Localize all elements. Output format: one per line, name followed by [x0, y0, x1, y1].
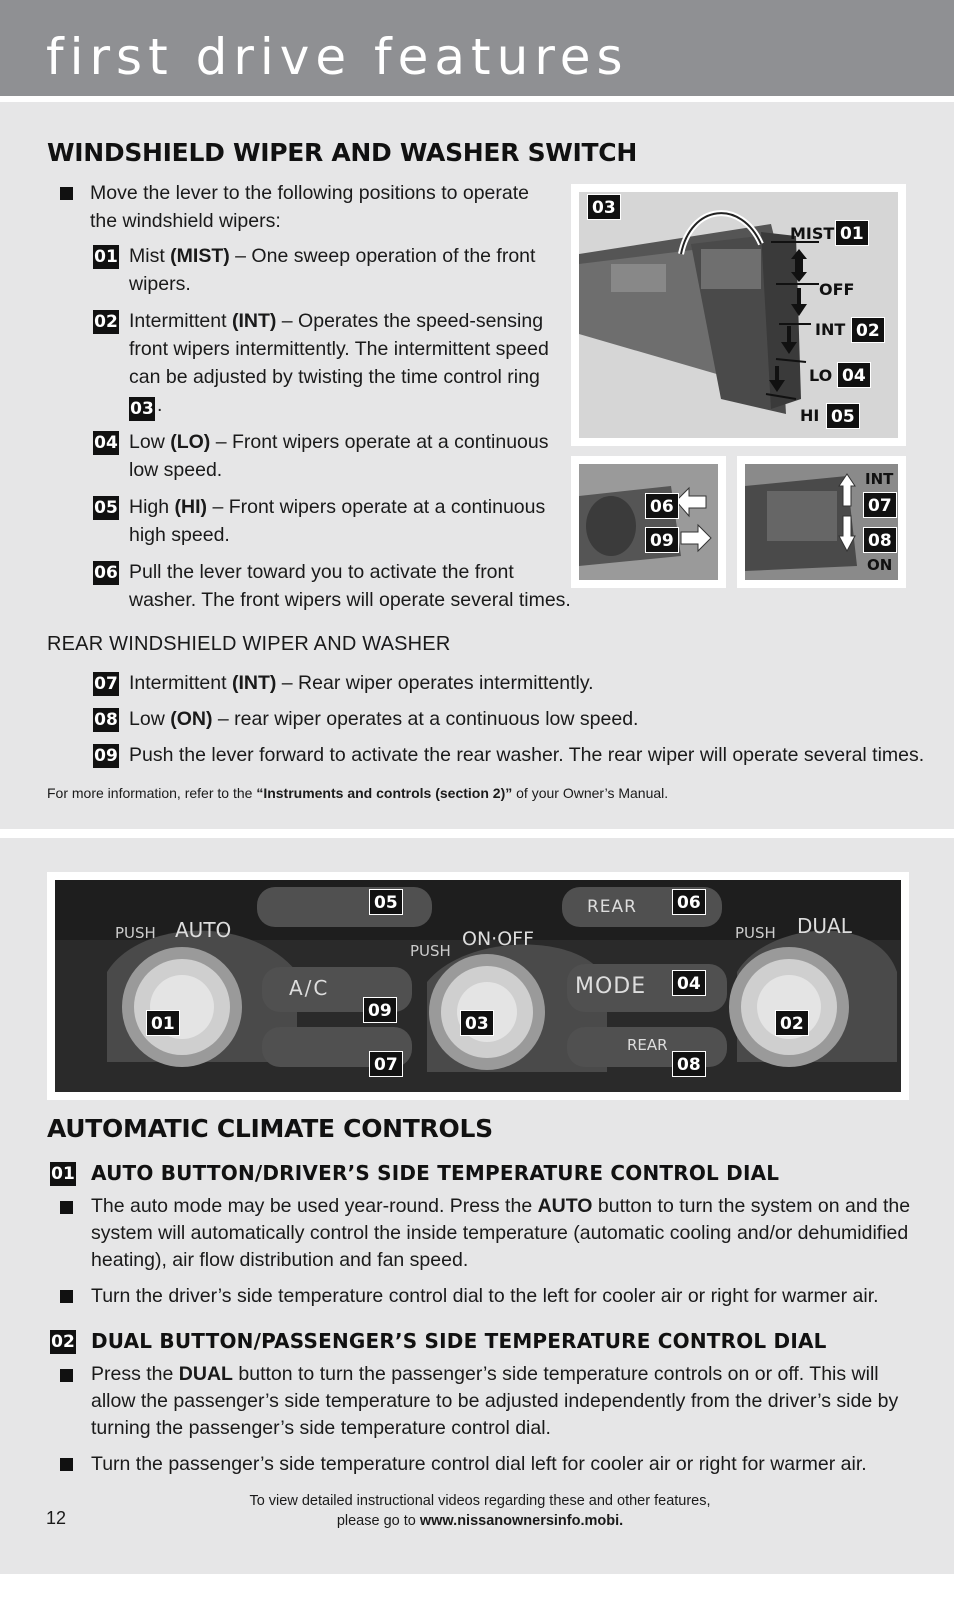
rear-wiper-photo: [737, 456, 906, 588]
climate-heading: AUTOMATIC CLIMATE CONTROLS: [47, 1114, 493, 1143]
label-03: 03: [587, 194, 621, 220]
text-mode: MODE: [575, 974, 647, 999]
text-auto: AUTO: [175, 918, 232, 942]
climate-dual-text: Press the DUAL button to turn the passenger’s side temperature controls on or off. This will allow the passenger’s side temperature to be adjusted independently from the driver’s side by turning the passenger’s side temperature control dial.: [91, 1363, 899, 1439]
page-title: first drive features: [46, 28, 629, 86]
label-03: 03: [460, 1010, 494, 1036]
label-01: 01: [146, 1010, 180, 1036]
text-rear: REAR: [587, 897, 637, 917]
climate-passenger-text: Turn the passenger’s side temperature control dial left for cooler air or right for warmer air.: [91, 1453, 867, 1475]
label-08: 08: [672, 1051, 706, 1077]
wiper-reference-note: For more information, refer to the “Instruments and controls (section 2)” of your Owner’s Manual.: [47, 785, 669, 801]
washer-lever-photo: [571, 456, 726, 588]
climate-sub1-title: AUTO BUTTON/DRIVER’S SIDE TEMPERATURE CONTROL DIAL: [91, 1161, 780, 1185]
bullet-icon: [60, 1290, 73, 1303]
bullet-icon: [60, 1369, 73, 1382]
item-number: 02: [51, 1332, 75, 1352]
tag-int: INT: [815, 320, 846, 339]
climate-auto-text: The auto mode may be used year-round. Press the AUTO button to turn the system on and the system will automatically control the inside temperature (automatic cooling and/or dehumidified heating), air flow distribution and fan speed.: [91, 1195, 911, 1271]
climate-driver-text: Turn the driver’s side temperature control dial to the left for cooler air or right for warmer air.: [91, 1285, 879, 1307]
text-dual-push: PUSH: [735, 924, 776, 942]
footer-link[interactable]: www.nissanownersinfo.mobi.: [419, 1513, 624, 1529]
wiper-item-mist: Mist (MIST) – One sweep operation of the front wipers.: [129, 245, 536, 295]
label-04: 04: [672, 970, 706, 996]
tag-lo: LO: [809, 366, 833, 385]
tag-mist: MIST: [790, 224, 835, 243]
label-09: 09: [363, 997, 397, 1023]
bullet-icon: [60, 187, 73, 200]
label-04: 04: [837, 362, 871, 388]
page-header: [0, 0, 954, 96]
item-number: 06: [94, 563, 118, 583]
text-push: PUSH: [115, 924, 156, 942]
label-01: 01: [835, 220, 869, 246]
item-number: 05: [94, 498, 118, 518]
label-08: 08: [863, 527, 897, 553]
item-number: 01: [94, 247, 118, 267]
item-number: 09: [94, 746, 118, 766]
text-rear-defrost: REAR: [627, 1036, 668, 1054]
rear-item-on: Low (ON) – rear wiper operates at a continuous low speed.: [129, 708, 639, 730]
wiper-lever-diagram: [571, 184, 906, 446]
label-06: 06: [645, 493, 679, 519]
wiper-item-lo: Low (LO) – Front wipers operate at a continuous low speed.: [129, 431, 549, 481]
rear-item-int: Intermittent (INT) – Rear wiper operates intermittently.: [129, 672, 594, 694]
item-number: 04: [94, 433, 118, 453]
bullet-icon: [60, 1458, 73, 1471]
text-ac: A/C: [289, 976, 330, 1000]
text-push-mid: PUSH: [410, 942, 451, 960]
rear-item-washer: Push the lever forward to activate the rear washer. The rear wiper will operate several times.: [129, 744, 925, 766]
tag-off: OFF: [819, 280, 855, 299]
wiper-item-washer: Pull the lever toward you to activate the front washer. The front wipers will operate several times.: [129, 561, 571, 611]
label-02: 02: [775, 1010, 809, 1036]
label-07: 07: [863, 492, 897, 518]
climate-panel-photo: [47, 872, 909, 1100]
footer-note: To view detailed instructional videos regarding these and other features, please go to www.nissanownersinfo.mobi.: [249, 1493, 711, 1529]
item-number: 08: [94, 710, 118, 730]
label-05: 05: [369, 889, 403, 915]
label-09: 09: [645, 527, 679, 553]
climate-sub2-title: DUAL BUTTON/PASSENGER’S SIDE TEMPERATURE CONTROL DIAL: [91, 1329, 827, 1353]
item-number: 01: [51, 1164, 75, 1184]
ref-number: 03: [130, 399, 154, 419]
item-number: 02: [94, 312, 118, 332]
wiper-heading: WINDSHIELD WIPER AND WASHER SWITCH: [47, 138, 637, 167]
text-dual: DUAL: [797, 914, 852, 938]
page-number: 12: [46, 1508, 67, 1528]
wiper-intro: Move the lever to the following positions to operate the windshield wipers:: [90, 182, 530, 232]
label-05: 05: [826, 403, 860, 429]
wiper-item-int: Intermittent (INT) – Operates the speed-sensing front wipers intermittently. The intermittent speed can be adjusted by twisting the time control ring 03 .: [129, 310, 549, 419]
tag-hi: HI: [800, 406, 820, 425]
tag-rear-on: ON: [867, 556, 893, 574]
wiper-item-hi: High (HI) – Front wipers operate at a continuous high speed.: [129, 496, 546, 546]
label-07: 07: [369, 1051, 403, 1077]
bullet-icon: [60, 1201, 73, 1214]
item-number: 07: [94, 674, 118, 694]
text-onoff: ON·OFF: [462, 928, 535, 950]
tag-rear-int: INT: [865, 470, 894, 488]
rear-wiper-heading: REAR WINDSHIELD WIPER AND WASHER: [47, 633, 451, 655]
label-06: 06: [672, 889, 706, 915]
label-02: 02: [851, 317, 885, 343]
